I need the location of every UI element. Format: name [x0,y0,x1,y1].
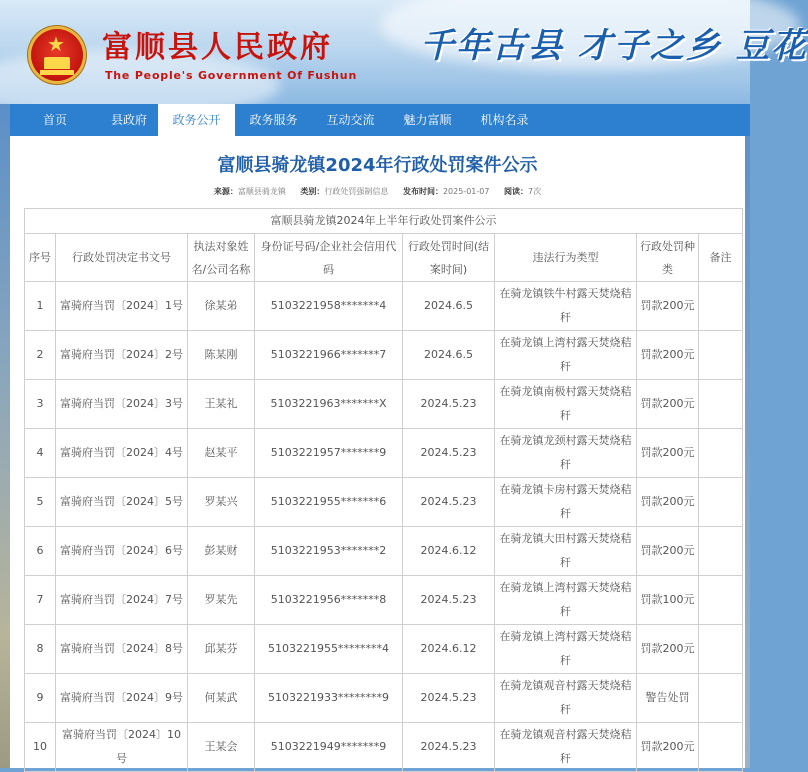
cell-no: 1 [25,282,56,331]
table-row [25,625,743,674]
table-row [25,429,743,478]
cell-no: 10 [25,723,56,772]
cell-violation-type: 在骑龙镇上湾村露天焚烧秸秆 [495,576,637,625]
table-row [25,331,743,380]
cell-note [699,576,743,625]
nav-item-charm-fushun[interactable]: 魅力富顺 [403,113,452,127]
cell-time: 2024.5.23 [403,576,495,625]
cell-no: 7 [25,576,56,625]
cell-id: 5103221955********4 [255,625,403,674]
cell-note [699,282,743,331]
cell-id: 5103221955*******6 [255,478,403,527]
table-row [25,723,743,772]
cell-penalty: 罚款200元 [637,478,699,527]
cell-no: 8 [25,625,56,674]
cell-doc-number: 富骑府当罚〔2024〕5号 [56,478,188,527]
nav-item-county-gov[interactable]: 县政府 [110,113,147,127]
cell-id: 5103221933********9 [255,674,403,723]
cell-doc-number: 富骑府当罚〔2024〕4号 [56,429,188,478]
cell-penalty: 罚款200元 [637,282,699,331]
cell-time: 2024.6.5 [403,282,495,331]
cell-id: 5103221957*******9 [255,429,403,478]
col-header: 备注 [699,234,743,282]
col-header: 执法对象姓名/公司名称 [188,234,255,282]
nav-item-interaction[interactable]: 互动交流 [326,113,375,127]
site-name[interactable]: 富顺县人民政府 [102,30,333,65]
cell-name: 罗某先 [188,576,255,625]
main-nav [10,104,750,136]
cell-name: 王某会 [188,723,255,772]
date-label: 发布时间： [402,187,443,196]
cell-name: 陈某刚 [188,331,255,380]
cell-note [699,478,743,527]
cell-time: 2024.6.12 [403,625,495,674]
cell-note [699,331,743,380]
cell-violation-type: 在骑龙镇南极村露天焚烧秸秆 [495,380,637,429]
cell-violation-type: 在骑龙镇大田村露天焚烧秸秆 [495,527,637,576]
page-title: 富顺县骑龙镇2024年行政处罚案件公示 [217,155,538,176]
date-value: 2025-01-07 [442,187,490,196]
cell-no: 9 [25,674,56,723]
cell-doc-number: 富骑府当罚〔2024〕3号 [56,380,188,429]
site-banner [0,0,808,104]
cell-note [699,723,743,772]
col-header: 身份证号码/企业社会信用代码 [255,234,403,282]
col-header: 行政处罚时间(结案时间) [403,234,495,282]
cell-violation-type: 在骑龙镇观音村露天焚烧秸秆 [495,723,637,772]
nav-item-home[interactable]: 首页 [42,113,67,127]
col-header: 序号 [25,234,56,282]
cell-time: 2024.6.5 [403,331,495,380]
cell-penalty: 罚款200元 [637,527,699,576]
cell-violation-type: 在骑龙镇观音村露天焚烧秸秆 [495,674,637,723]
cell-no: 6 [25,527,56,576]
nav-item-gov-services[interactable]: 政务服务 [249,113,298,127]
cell-no: 5 [25,478,56,527]
category-label: 类别： [300,187,325,196]
cell-penalty: 罚款200元 [637,380,699,429]
cell-doc-number: 富骑府当罚〔2024〕9号 [56,674,188,723]
table-row [25,478,743,527]
cell-id: 5103221949*******9 [255,723,403,772]
cell-note [699,674,743,723]
cell-note [699,625,743,674]
source-label: 来源： [213,187,238,196]
national-emblem-icon[interactable]: ★ [28,26,86,84]
cell-id: 5103221966*******7 [255,331,403,380]
col-header: 行政处罚决定书文号 [56,234,188,282]
cell-doc-number: 富骑府当罚〔2024〕2号 [56,331,188,380]
cell-penalty: 罚款200元 [637,723,699,772]
cell-time: 2024.5.23 [403,674,495,723]
cell-penalty: 警告处罚 [637,674,699,723]
col-header: 行政处罚种类 [637,234,699,282]
table-row [25,674,743,723]
site-slogan: 千年古县 才子之乡 豆花 [420,26,808,66]
cell-time: 2024.6.12 [403,527,495,576]
cell-violation-type: 在骑龙镇铁牛村露天焚烧秸秆 [495,282,637,331]
cell-penalty: 罚款200元 [637,331,699,380]
cell-id: 5103221953*******2 [255,527,403,576]
cell-violation-type: 在骑龙镇龙颈村露天焚烧秸秆 [495,429,637,478]
table-caption: 富顺县骑龙镇2024年上半年行政处罚案件公示 [25,209,743,234]
table-row [25,527,743,576]
page-background [745,104,750,768]
nav-item-org-directory[interactable]: 机构名录 [480,113,529,127]
penalty-table-wrapper [24,208,742,772]
cell-name: 赵某平 [188,429,255,478]
cell-name: 王某礼 [188,380,255,429]
cell-no: 2 [25,331,56,380]
cell-violation-type: 在骑龙镇卡房村露天焚烧秸秆 [495,478,637,527]
cell-name: 罗某兴 [188,478,255,527]
cell-violation-type: 在骑龙镇上湾村露天焚烧秸秆 [495,625,637,674]
cell-time: 2024.5.23 [403,723,495,772]
cell-name: 邱某芬 [188,625,255,674]
cell-id: 5103221963*******X [255,380,403,429]
cell-name: 彭某财 [188,527,255,576]
cell-name: 徐某弟 [188,282,255,331]
cell-doc-number: 富骑府当罚〔2024〕8号 [56,625,188,674]
cell-time: 2024.5.23 [403,478,495,527]
col-header: 违法行为类型 [495,234,637,282]
nav-item-gov-affairs-open[interactable]: 政务公开 [158,104,235,136]
cell-penalty: 罚款100元 [637,576,699,625]
cell-doc-number: 富骑府当罚〔2024〕7号 [56,576,188,625]
cell-id: 5103221956*******8 [255,576,403,625]
category-value: 行政处罚强制信息 [324,187,389,196]
cell-violation-type: 在骑龙镇上湾村露天焚烧秸秆 [495,331,637,380]
cell-note [699,380,743,429]
cell-note [699,429,743,478]
cell-doc-number: 富骑府当罚〔2024〕10号 [56,723,188,772]
table-row [25,282,743,331]
penalty-table [24,208,743,772]
cell-no: 4 [25,429,56,478]
site-name-en: The People's Government Of Fushun [105,69,358,82]
views-label: 阅读： [504,187,529,196]
source-value: 富顺县骑龙镇 [237,187,286,196]
table-row [25,576,743,625]
table-row [25,380,743,429]
views-value: 7次 [528,187,542,196]
cell-penalty: 罚款200元 [637,625,699,674]
cell-note [699,527,743,576]
article-meta [10,186,745,197]
cell-doc-number: 富骑府当罚〔2024〕6号 [56,527,188,576]
article-container [10,136,745,768]
cell-penalty: 罚款200元 [637,429,699,478]
cell-id: 5103221958*******4 [255,282,403,331]
cell-name: 何某武 [188,674,255,723]
cell-doc-number: 富骑府当罚〔2024〕1号 [56,282,188,331]
page-background [0,104,10,768]
cell-no: 3 [25,380,56,429]
cell-time: 2024.5.23 [403,380,495,429]
cell-time: 2024.5.23 [403,429,495,478]
